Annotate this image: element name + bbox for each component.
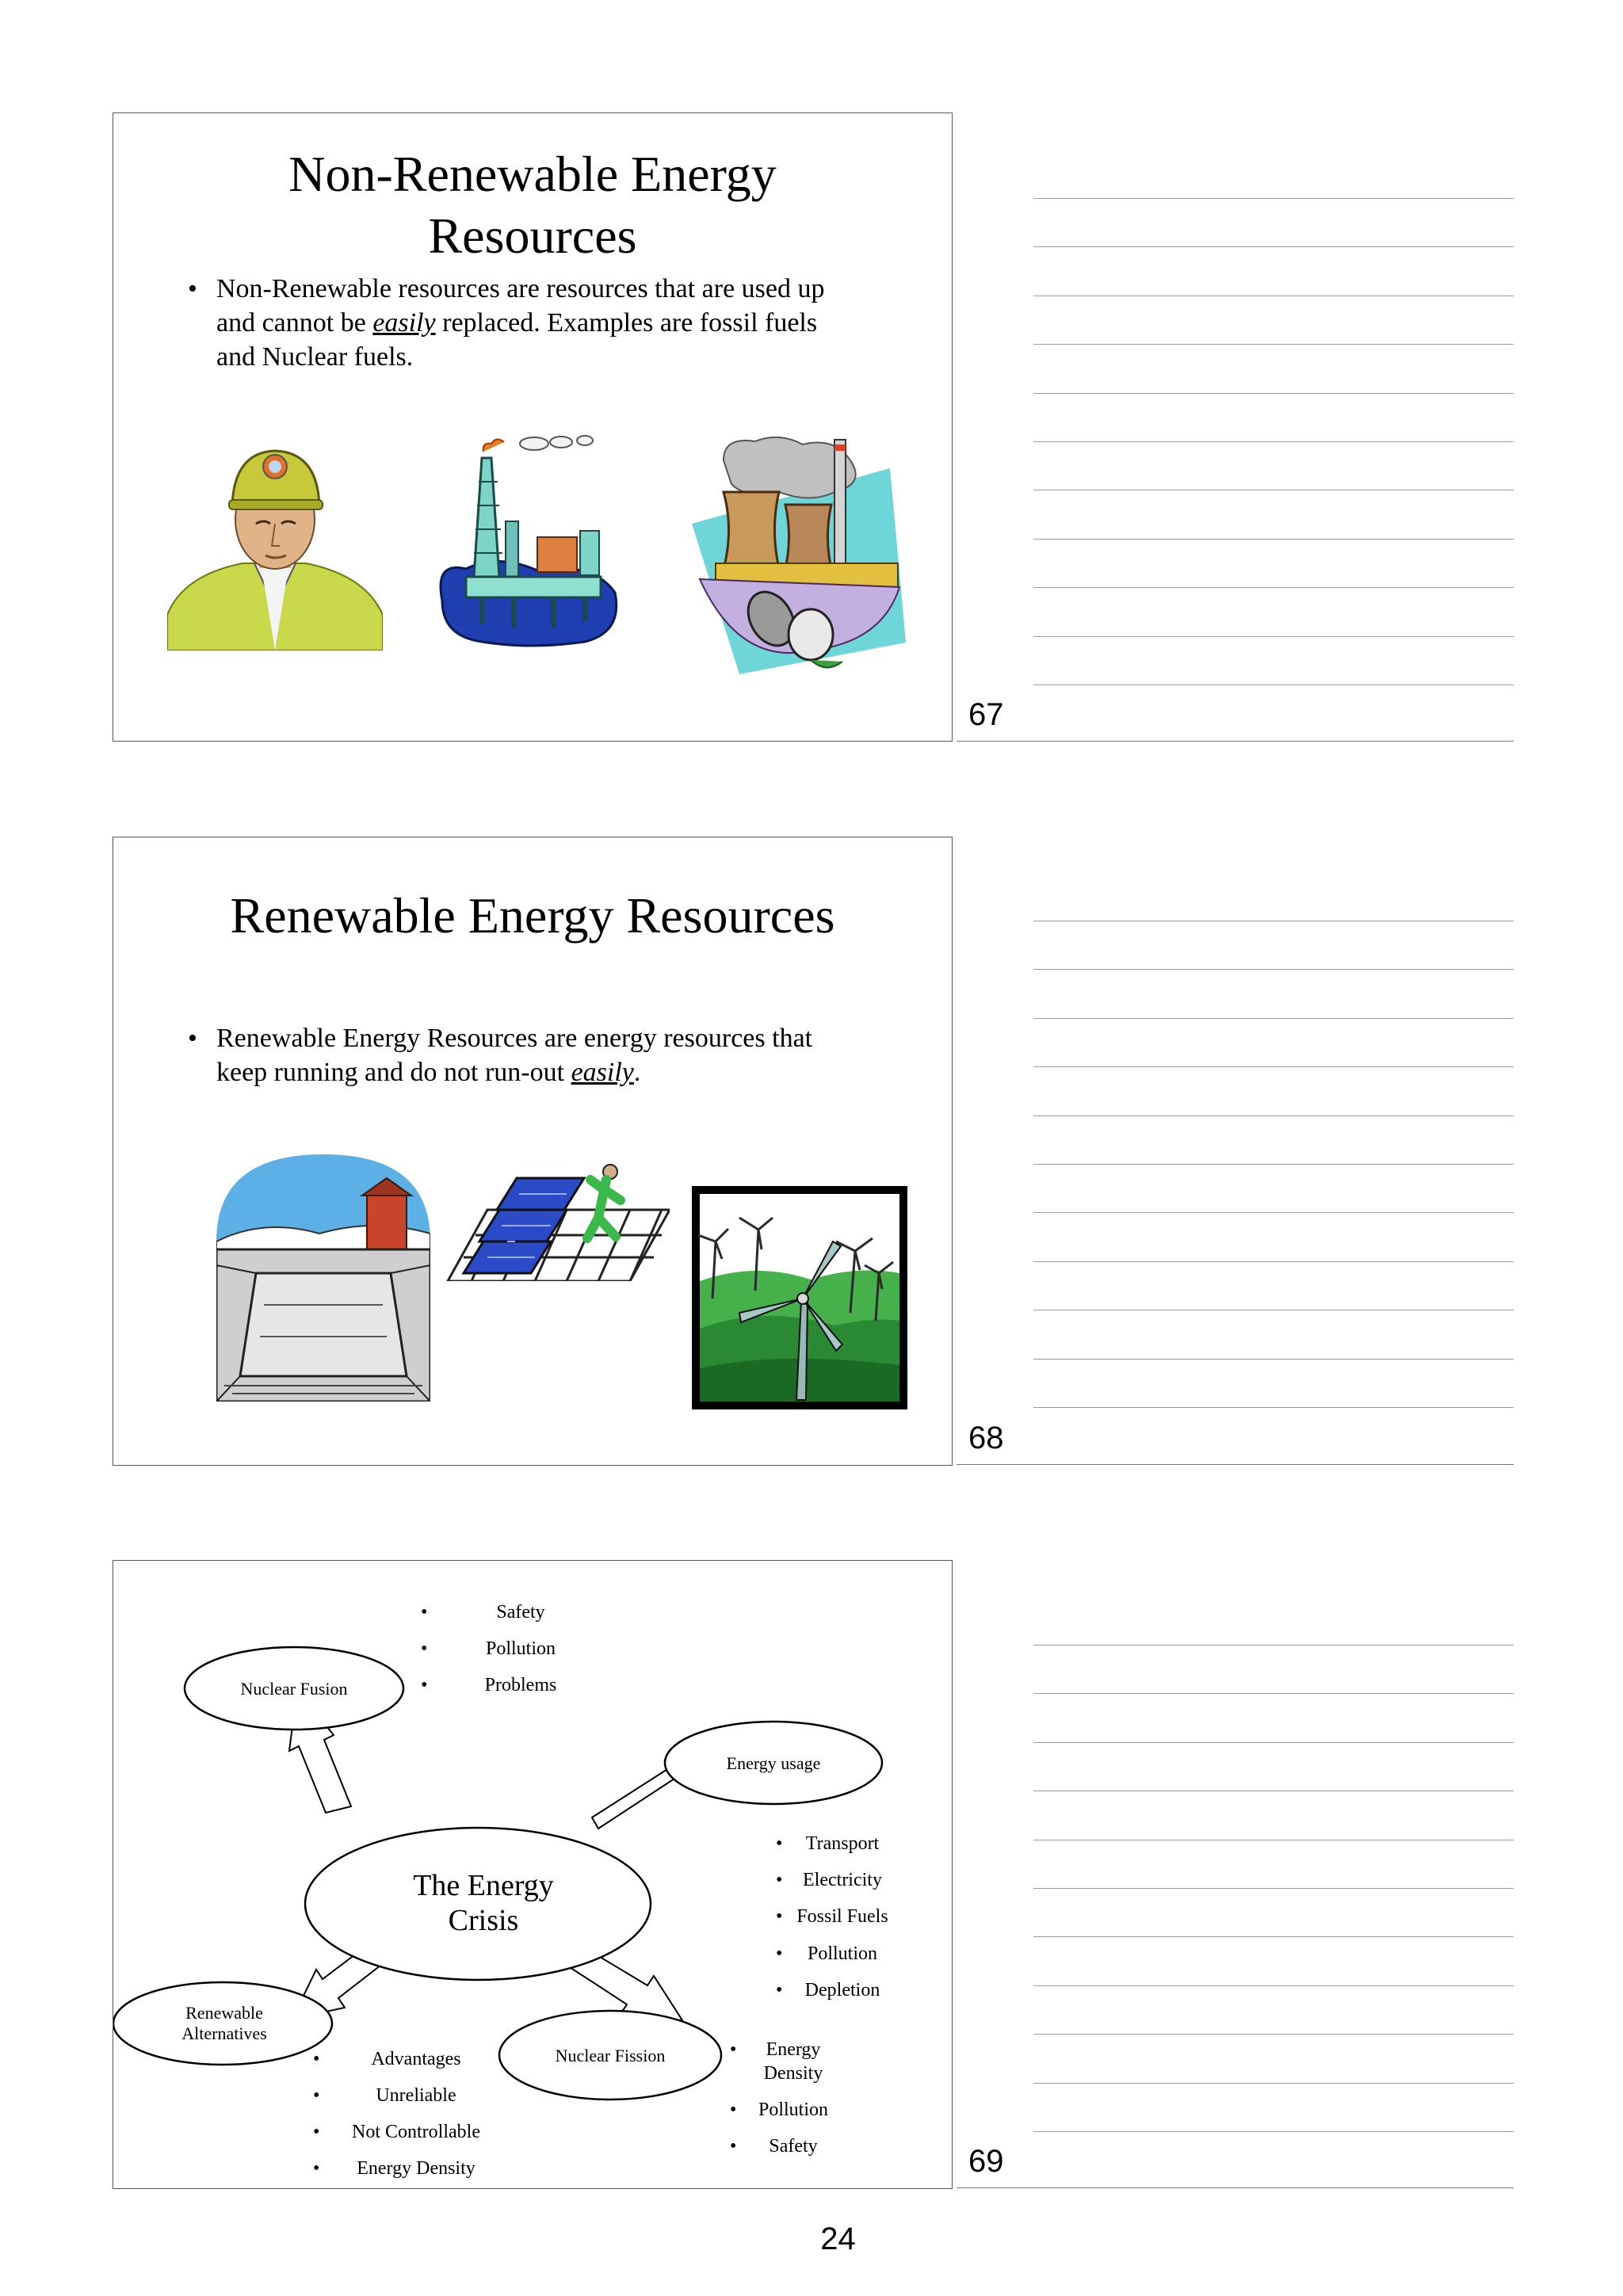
emphasis-easily: easily [571,1058,634,1087]
list-item: Energy [766,2039,821,2060]
svg-text:•: • [776,1870,783,1890]
svg-text:•: • [313,2085,320,2106]
svg-text:•: • [730,2039,737,2060]
notes-lines-67 [1033,198,1514,733]
usage-list [776,1833,888,2000]
bullet-dot: • [188,1024,197,1053]
list-item: Safety [496,1602,545,1623]
energy-crisis-diagram [113,1561,953,2189]
svg-text:•: • [776,1906,783,1927]
list-item: Unreliable [376,2085,456,2106]
slide-title [113,143,952,267]
slide-number-rule [957,741,1514,742]
svg-text:•: • [776,1943,783,1964]
list-item: Pollution [485,1638,556,1659]
list-item: Pollution [807,1943,878,1964]
bullet-text: • Renewable Energy Resources are energy resources that keep running and do not run-out easily. [216,1021,850,1089]
solar-panel-icon [440,1162,670,1281]
label-renewable-line-1: Renewable [185,2003,263,2023]
svg-text:•: • [421,1638,428,1659]
fusion-list [421,1602,556,1695]
label-nuclear-fusion: Nuclear Fusion [240,1679,348,1699]
notes-lines-68 [1033,921,1514,1455]
slide-69 [113,1560,953,2189]
fission-list [730,2039,828,2157]
oil-rig-icon [434,434,624,650]
list-item: Fossil Fuels [796,1906,888,1927]
list-item: Energy Density [357,2158,475,2179]
bullet-text: • Non-Renewable resources are resources that are used up and cannot be easily replaced. Examples are fossil fuels and Nuclear fuels. [216,272,850,374]
list-item: Not Controllable [352,2122,480,2142]
slide-number: 67 [968,697,1004,732]
label-center-line-2: Crisis [448,1904,519,1937]
list-item: Safety [769,2136,818,2157]
page-number: 24 [820,2222,856,2256]
miner-icon [167,444,383,650]
notes-lines-69 [1033,1645,1514,2180]
list-item: Electricity [803,1870,882,1890]
renewable-list [313,2049,480,2179]
svg-text:•: • [421,1602,428,1623]
slide-number-rule [957,2187,1514,2188]
emphasis-easily: easily [372,308,436,338]
list-item: Advantages [371,2049,461,2069]
bullet-dot: • [188,274,197,303]
dam-icon [216,1154,430,1402]
nuclear-plant-icon [692,437,914,690]
svg-text:•: • [776,1833,783,1854]
label-renewable-line-2: Alternatives [181,2023,267,2043]
list-item: Pollution [758,2100,829,2120]
svg-text:•: • [313,2049,320,2069]
label-nuclear-fission: Nuclear Fission [555,2046,666,2065]
slide-number: 69 [968,2144,1004,2179]
slide-67 [113,113,953,742]
svg-text:•: • [730,2100,737,2120]
list-item: Depletion [804,1980,880,2000]
slide-title: Renewable Energy Resources [230,887,835,944]
title-line-1: Non-Renewable Energy [288,146,777,202]
label-energy-usage: Energy usage [726,1753,821,1773]
title-line-2: Resources [428,208,637,264]
list-item: Density [763,2063,823,2084]
svg-text:•: • [421,1675,428,1695]
svg-text:•: • [730,2136,737,2157]
svg-text:•: • [313,2158,320,2179]
list-item: Transport [805,1833,880,1854]
slide-number: 68 [968,1421,1004,1455]
svg-text:•: • [313,2122,320,2142]
svg-text:•: • [776,1980,783,2000]
list-item: Problems [484,1675,557,1695]
slide-68 [113,837,953,1466]
label-center-line-1: The Energy [413,1869,554,1902]
wind-turbine-icon [692,1186,907,1409]
slide-number-rule [957,1464,1514,1465]
